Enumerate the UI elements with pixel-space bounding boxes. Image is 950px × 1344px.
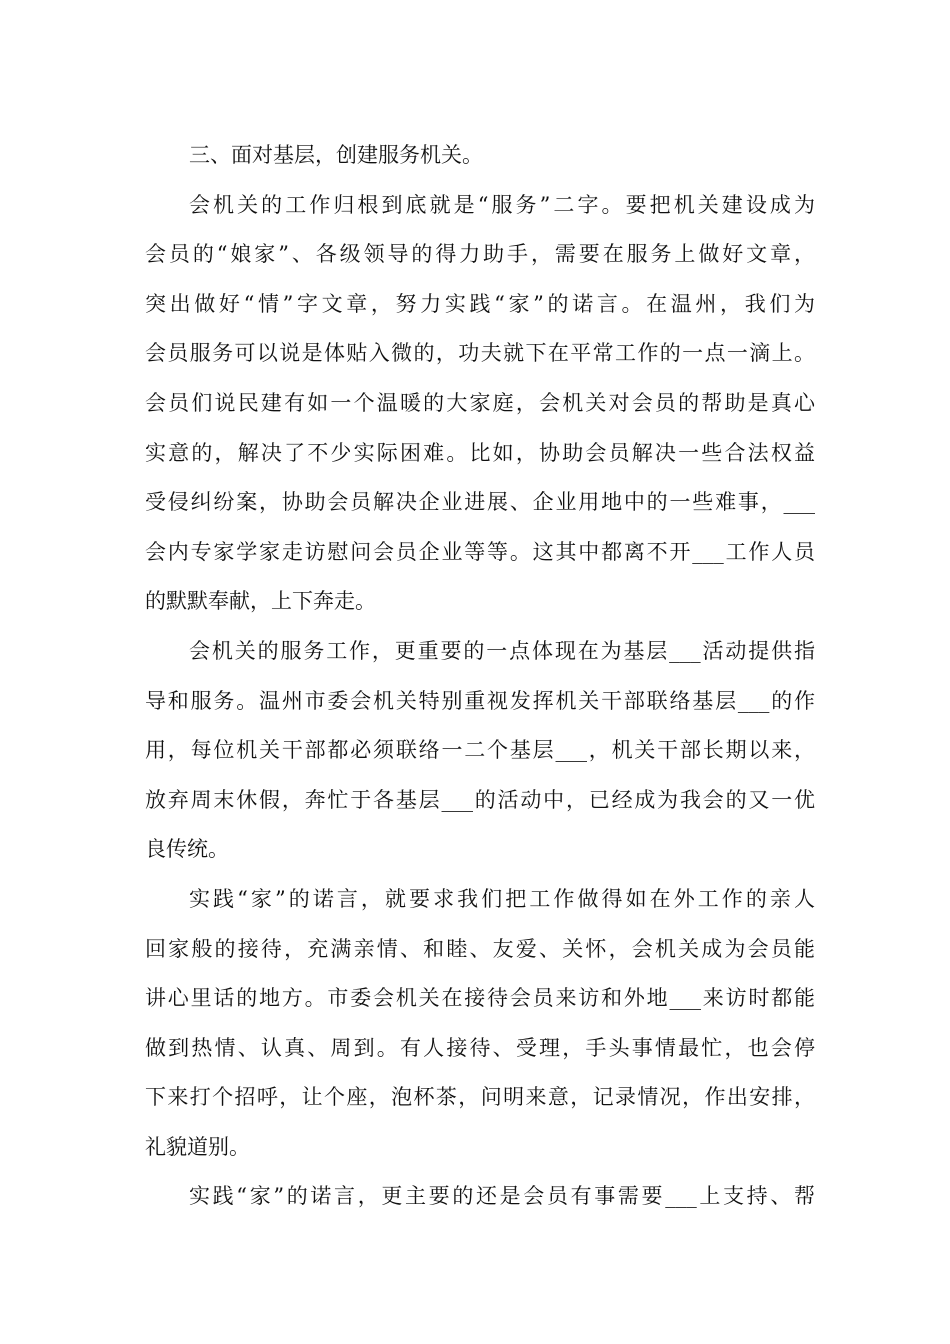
paragraph-line: 会员的“娘家”、各级领导的得力助手，需要在服务上做好文章，: [145, 242, 815, 267]
paragraph-line: 导和服务。温州市委会机关特别重视发挥机关干部联络基层___的作: [145, 688, 815, 713]
paragraph-line: 放弃周末休假，奔忙于各基层___的活动中，已经成为我会的又一优: [145, 787, 815, 812]
paragraph-line: 实践“家”的诺言，就要求我们把工作做得如在外工作的亲人: [189, 886, 815, 911]
paragraph-line: 会内专家学家走访慰问会员企业等等。这其中都离不开___工作人员: [145, 539, 815, 564]
paragraph-line: 会员们说民建有如一个温暖的大家庭，会机关对会员的帮助是真心: [145, 390, 815, 415]
paragraph-line: 会员服务可以说是体贴入微的，功夫就下在平常工作的一点一滴上。: [145, 341, 815, 366]
paragraph-line: 礼貌道别。: [145, 1134, 250, 1159]
paragraph-line: 良传统。: [145, 837, 229, 862]
paragraph-line: 会机关的工作归根到底就是“服务”二字。要把机关建设成为: [189, 192, 815, 217]
paragraph-line: 实践“家”的诺言，更主要的还是会员有事需要___上支持、帮: [189, 1184, 815, 1209]
paragraph-line: 突出做好“情”字文章，努力实践“家”的诺言。在温州，我们为: [145, 291, 815, 316]
paragraph-line: 实意的，解决了不少实际困难。比如，协助会员解决一些合法权益: [145, 440, 815, 465]
paragraph-line: 会机关的服务工作，更重要的一点体现在为基层___活动提供指: [189, 638, 815, 663]
paragraph-line: 的默默奉献，上下奔走。: [145, 589, 376, 614]
document-body: [145, 131, 815, 1222]
section-heading: 三、面对基层，创建服务机关。: [189, 143, 483, 167]
paragraph-line: 回家般的接待，充满亲情、和睦、友爱、关怀，会机关成为会员能: [145, 936, 815, 961]
paragraph-line: 用，每位机关干部都必须联络一二个基层___，机关干部长期以来，: [145, 738, 815, 763]
paragraph-line: 做到热情、认真、周到。有人接待、受理，手头事情最忙，也会停: [145, 1035, 815, 1060]
paragraph-line: 下来打个招呼，让个座，泡杯茶，问明来意，记录情况，作出安排，: [145, 1085, 815, 1110]
paragraph-line: 受侵纠纷案，协助会员解决企业进展、企业用地中的一些难事，___: [145, 490, 815, 515]
paragraph-line: 讲心里话的地方。市委会机关在接待会员来访和外地___来访时都能: [145, 986, 815, 1011]
